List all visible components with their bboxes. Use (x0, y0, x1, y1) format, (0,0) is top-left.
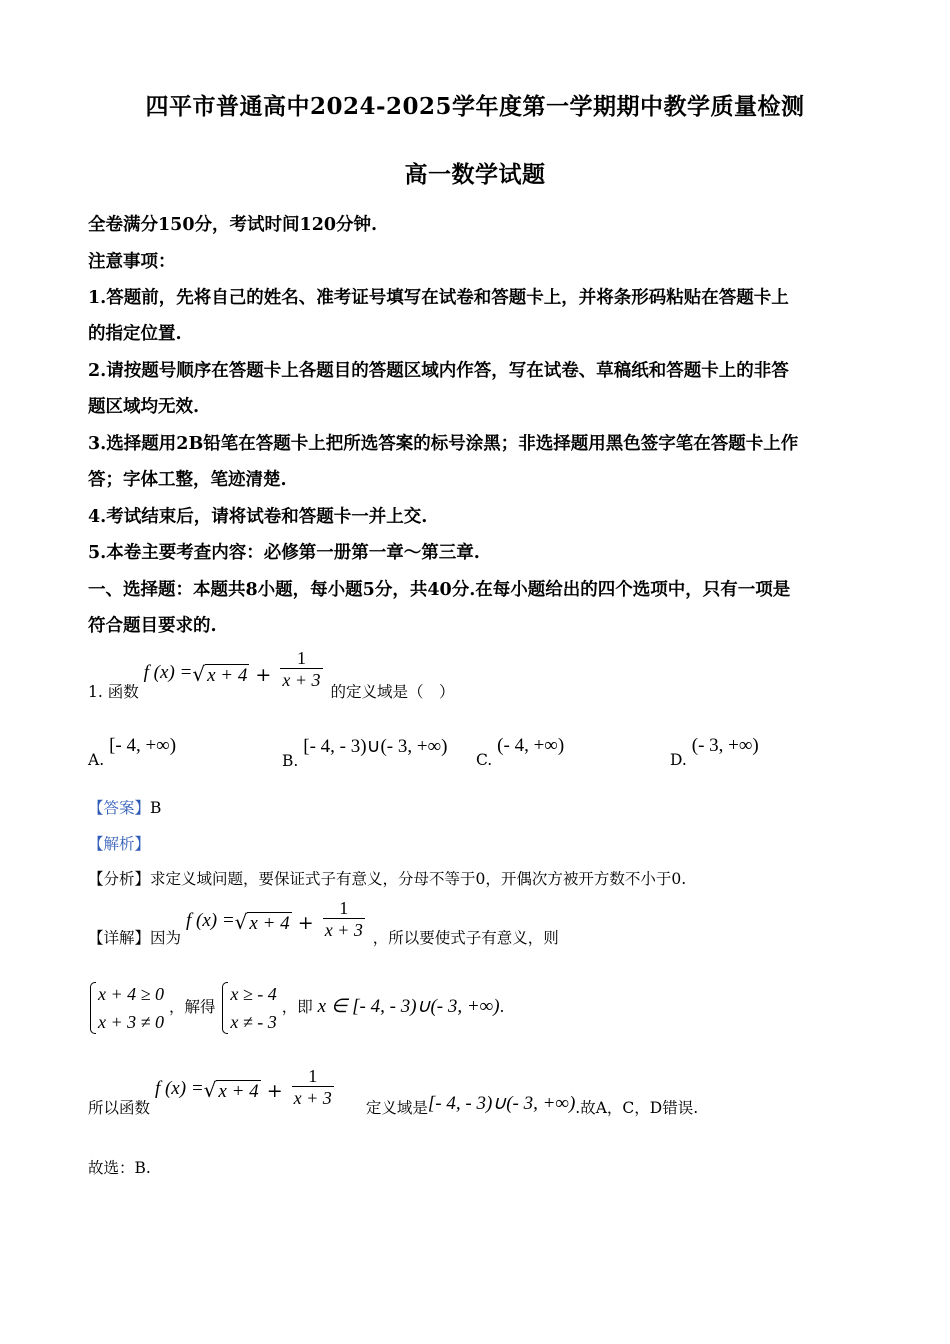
option-b (282, 735, 447, 770)
question-formula (144, 648, 326, 690)
option-c (476, 735, 564, 769)
ji-set: x ∈ [- 4, - 3)∪(- 3, +∞) (317, 996, 500, 1017)
detail-fraction-numerator: 1 (339, 898, 349, 918)
detail-formula (186, 898, 368, 940)
notice-item-2b: 题区域均无效. (88, 397, 200, 417)
fenxi-tag: 【分析】 (88, 870, 151, 888)
question-prefix: 1. 函数 (88, 683, 139, 701)
page-subtitle: 高一数学试题 (404, 161, 546, 188)
solve-word: ，解得 (168, 998, 216, 1016)
notice-item-3a: 3.选择题用2B铅笔在答题卡上把所选答案的标号涂黑；非选择题用黑色签字笔在答题卡上作 (88, 434, 799, 454)
final-answer: 故选：B. (88, 1159, 151, 1177)
notice-item-4: 4.考试结束后，请将试卷和答题卡一并上交. (88, 507, 428, 527)
system-2-row-2: x ≠ - 3 (230, 1012, 277, 1032)
detail-func-lhs: f (x) = (185, 910, 235, 931)
system-1-row-1: x + 4 ≥ 0 (98, 984, 165, 1004)
conclusion-fraction (292, 1066, 334, 1108)
question-suffix: 的定义域是（ ） (330, 683, 455, 701)
analysis-tag: 【解析】 (88, 835, 151, 853)
option-c-value: (- 4, +∞) (497, 735, 565, 756)
ji-period: . (499, 998, 505, 1016)
option-a (88, 735, 176, 769)
option-a-label: A. (88, 751, 105, 769)
notice-item-1a: 1.答题前，先将自己的姓名、准考证号填写在试卷和答题卡上，并将条形码粘贴在答题卡上 (88, 288, 789, 308)
conclusion-radicand: x + 4 (218, 1081, 259, 1102)
fenxi-line (88, 867, 686, 889)
fenxi-text: 求定义域问题，要保证式子有意义，分母不等于0，开偶次方被开方数不小于0. (150, 870, 687, 888)
question-1 (88, 648, 454, 702)
system-2-row-1: x ≥ - 4 (230, 984, 277, 1004)
answer-value: B (150, 799, 162, 817)
option-d-label: D. (670, 751, 687, 769)
section-heading-a: 一、选择题：本题共8小题，每小题5分，共40分.在每小题给出的四个选项中，只有一项是 (88, 580, 791, 600)
notice-item-1b: 的指定位置. (88, 324, 182, 344)
fraction-numerator: 1 (296, 648, 306, 668)
notice-item-3b: 答；字体工整，笔迹清楚. (88, 470, 287, 490)
conclusion-mid: 定义域是 (365, 1099, 428, 1117)
func-lhs: f (x) = (143, 662, 193, 683)
detail-tag: 【详解】 (88, 929, 151, 947)
option-b-value: [- 4, - 3)∪(- 3, +∞) (303, 736, 448, 757)
fraction (280, 648, 322, 690)
notice-label: 注意事项： (88, 252, 176, 272)
analysis-line (88, 832, 150, 854)
fraction-denominator: x + 3 (282, 670, 321, 690)
answer-tag: 【答案】 (88, 799, 151, 817)
section-heading-b: 符合题目要求的. (88, 616, 217, 636)
detail-sqrt-icon: √ (234, 910, 248, 934)
detail-line (88, 898, 559, 948)
detail-radicand: x + 4 (249, 913, 290, 934)
answer-line (88, 796, 161, 818)
system-1 (88, 980, 164, 1036)
conclusion-sqrt-icon: √ (203, 1078, 217, 1102)
plus-sign: + (255, 664, 272, 686)
conclusion-set: [- 4, - 3)∪(- 3, +∞) (427, 1093, 576, 1114)
conclusion-suffix: .故A，C，D错误. (575, 1099, 699, 1117)
notice-item-5: 5.本卷主要考查内容：必修第一册第一章～第三章. (88, 543, 480, 563)
conclusion-line (88, 1066, 698, 1118)
score-line: 全卷满分150分，考试时间120分钟. (88, 215, 378, 235)
ji-word: ，即 (281, 998, 313, 1016)
option-d-value: (- 3, +∞) (691, 735, 759, 756)
conclusion-func-lhs: f (x) = (154, 1078, 204, 1099)
sqrt-icon: √ (192, 662, 206, 686)
option-a-value: [- 4, +∞) (109, 735, 177, 756)
detail-prefix: 因为 (150, 929, 182, 947)
conclusion-prefix: 所以函数 (88, 1099, 151, 1117)
page-title: 四平市普通高中2024-2025学年度第一学期期中教学质量检测 (145, 93, 805, 120)
system-1-row-2: x + 3 ≠ 0 (98, 1012, 165, 1032)
system-line (88, 980, 504, 1036)
detail-plus-sign: + (297, 912, 314, 934)
system-2 (220, 980, 276, 1036)
notice-item-2a: 2.请按题号顺序在答题卡上各题目的答题区域内作答，写在试卷、草稿纸和答题卡上的非答 (88, 361, 789, 381)
conclusion-fraction-denominator: x + 3 (293, 1088, 332, 1108)
option-d (670, 735, 759, 769)
conclusion-plus-sign: + (266, 1080, 283, 1102)
conclusion-formula (155, 1066, 361, 1108)
option-b-label: B. (282, 752, 299, 770)
option-c-label: C. (476, 751, 493, 769)
detail-fraction (323, 898, 365, 940)
conclusion-fraction-numerator: 1 (308, 1066, 318, 1086)
radicand: x + 4 (207, 665, 248, 686)
detail-fraction-denominator: x + 3 (324, 920, 363, 940)
detail-suffix: ，所以要使式子有意义，则 (372, 929, 559, 947)
